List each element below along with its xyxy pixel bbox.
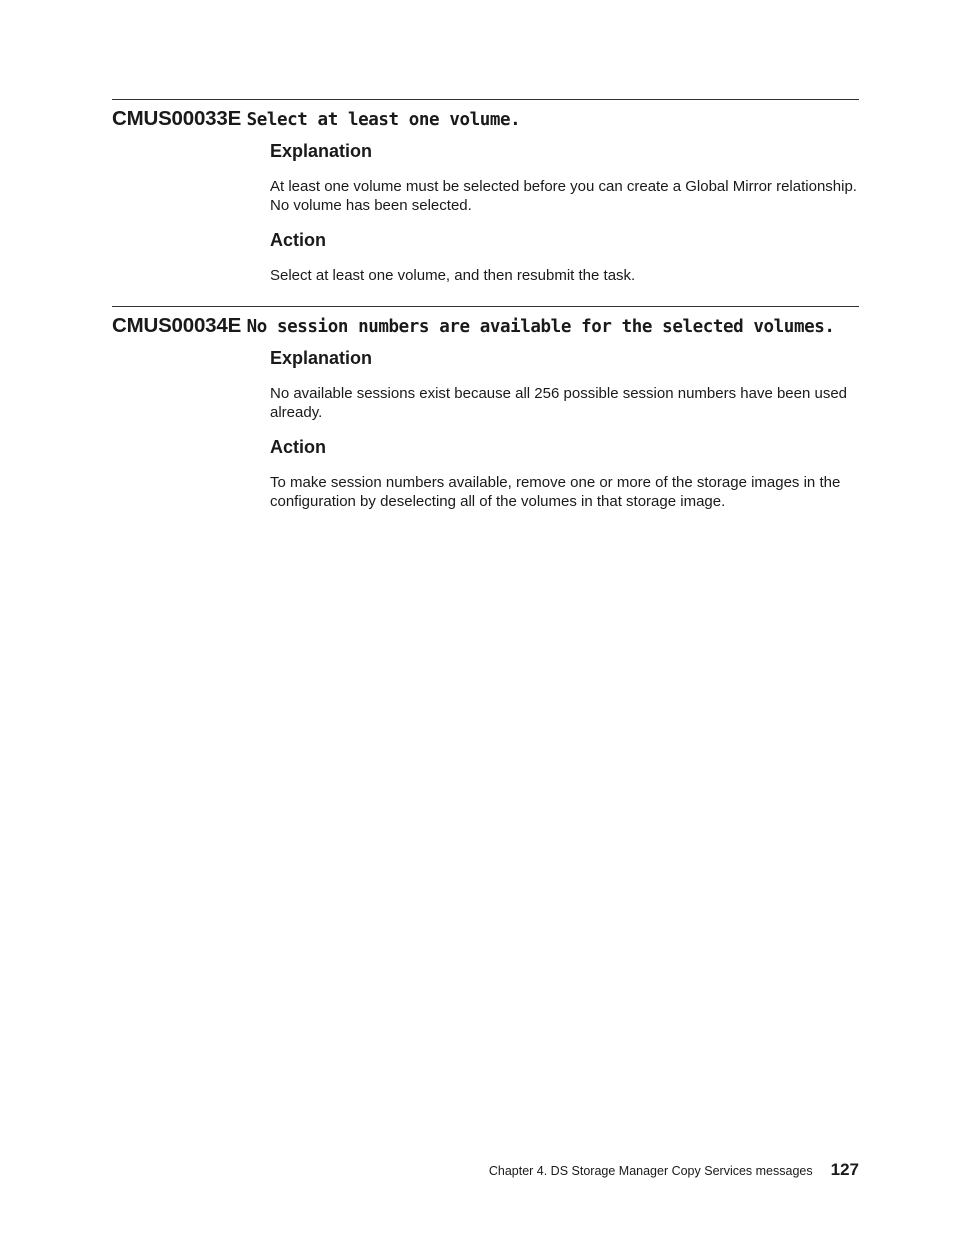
footer-chapter-title: Chapter 4. DS Storage Manager Copy Services messages [488, 1164, 813, 1178]
action-heading: Action [270, 230, 326, 250]
action-text: To make session numbers available, remove one or more of the storage images in the configuration by deselecting all of the volumes in that storage image. [270, 474, 841, 510]
explanation-text: No available sessions exist because all 256 possible session numbers have been used already. [270, 385, 848, 421]
page-footer [489, 1160, 859, 1180]
message-title [112, 312, 859, 341]
message-text: Select at least one volume. [246, 110, 521, 130]
message-body [270, 347, 859, 511]
explanation-heading: Explanation [270, 348, 373, 368]
explanation-heading: Explanation [270, 141, 373, 161]
message-id: CMUS00034E [112, 314, 242, 337]
message-id: CMUS00033E [112, 107, 242, 130]
message-cmus00034e [112, 306, 859, 511]
page-number: 127 [830, 1160, 859, 1179]
action-heading: Action [270, 437, 326, 457]
message-cmus00033e [112, 99, 859, 285]
action-text: Select at least one volume, and then resubmit the task. [270, 267, 636, 284]
message-body [270, 140, 859, 285]
message-title [112, 105, 859, 134]
message-text: No session numbers are available for the selected volumes. [246, 317, 835, 337]
explanation-text: At least one volume must be selected before you can create a Global Mirror relationship. No volume has been selected. [270, 178, 857, 214]
